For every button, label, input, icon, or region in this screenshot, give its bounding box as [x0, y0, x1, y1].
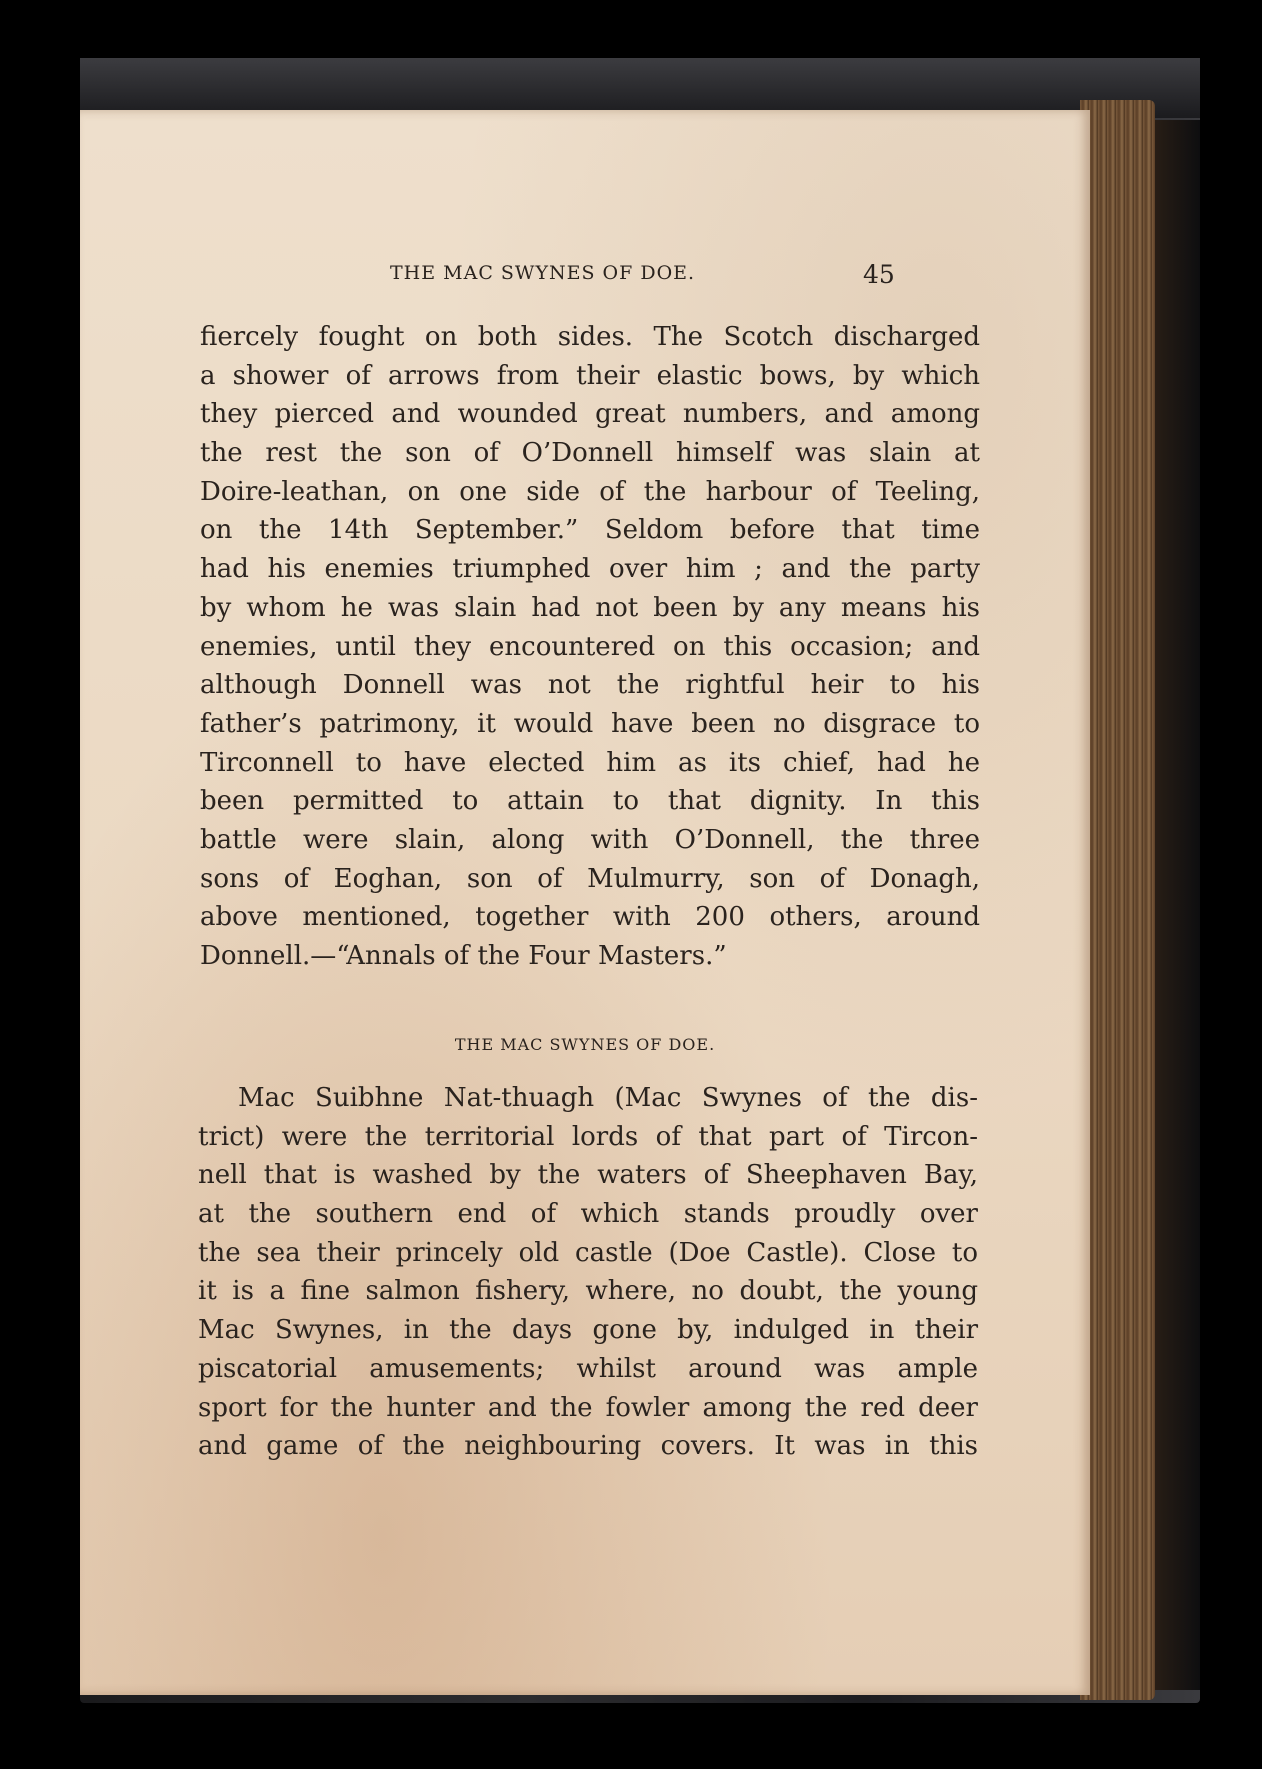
- running-head: THE MAC SWYNES OF DOE.: [390, 262, 696, 284]
- text-line: piscatorial amusements; whilst around was ample: [198, 1353, 978, 1384]
- text-line: been permitted to attain to that dignity. In this: [200, 786, 980, 817]
- sleeve-top-edge: [80, 58, 1200, 118]
- text-line: father’s patrimony, it would have been no disgrace to: [200, 708, 980, 739]
- text-line: enemies, until they encountered on this occasion; and: [200, 631, 980, 662]
- text-line: the sea their princely old castle (Doe Castle). Close to: [198, 1237, 978, 1268]
- paper-page: [80, 110, 1090, 1695]
- page-number: 45: [863, 260, 895, 289]
- text-line: had his enemies triumphed over him ; and the party: [200, 554, 980, 585]
- text-line: nell that is washed by the waters of Sheephaven Bay,: [198, 1160, 978, 1191]
- paragraph-1: [200, 318, 980, 976]
- text-line: Donnell.—“Annals of the Four Masters.”: [200, 941, 727, 971]
- text-line: trict) were the territorial lords of that part of Tircon-: [198, 1121, 978, 1152]
- text-line: at the southern end of which stands proudly over: [198, 1199, 978, 1230]
- text-line: sons of Eoghan, son of Mulmurry, son of Donagh,: [200, 863, 980, 894]
- stacked-page-edges: [1080, 100, 1155, 1700]
- text-line: they pierced and wounded great numbers, and among: [200, 399, 980, 430]
- text-line: Mac Suibhne Nat-thuagh (Mac Swynes of the dis-: [238, 1083, 978, 1113]
- text-line: by whom he was slain had not been by any means his: [200, 592, 980, 623]
- page-edges-shadow: [1150, 120, 1200, 1690]
- text-line: above mentioned, together with 200 others, around: [200, 902, 980, 933]
- text-line: Doire-leathan, on one side of the harbour of Teeling,: [200, 476, 980, 507]
- text-line: a shower of arrows from their elastic bows, by which: [200, 360, 980, 391]
- text-line: on the 14th September.” Seldom before that time: [200, 515, 980, 546]
- text-line: Tirconnell to have elected him as its chief, had he: [200, 747, 980, 778]
- text-line: fiercely fought on both sides. The Scotch discharged: [200, 322, 980, 352]
- text-line: battle were slain, along with O’Donnell, the three: [200, 824, 980, 855]
- section-heading: THE MAC SWYNES OF DOE.: [454, 1035, 716, 1054]
- text-line: the rest the son of O’Donnell himself was slain at: [200, 438, 980, 469]
- text-line: it is a fine salmon fishery, where, no doubt, the young: [198, 1276, 978, 1307]
- text-line: sport for the hunter and the fowler among the red deer: [198, 1392, 978, 1423]
- text-line: and game of the neighbouring covers. It was in this: [198, 1431, 978, 1462]
- text-line: Mac Swynes, in the days gone by, indulged in their: [198, 1315, 978, 1346]
- text-line: although Donnell was not the rightful heir to his: [200, 670, 980, 701]
- paragraph-2: [198, 1079, 978, 1466]
